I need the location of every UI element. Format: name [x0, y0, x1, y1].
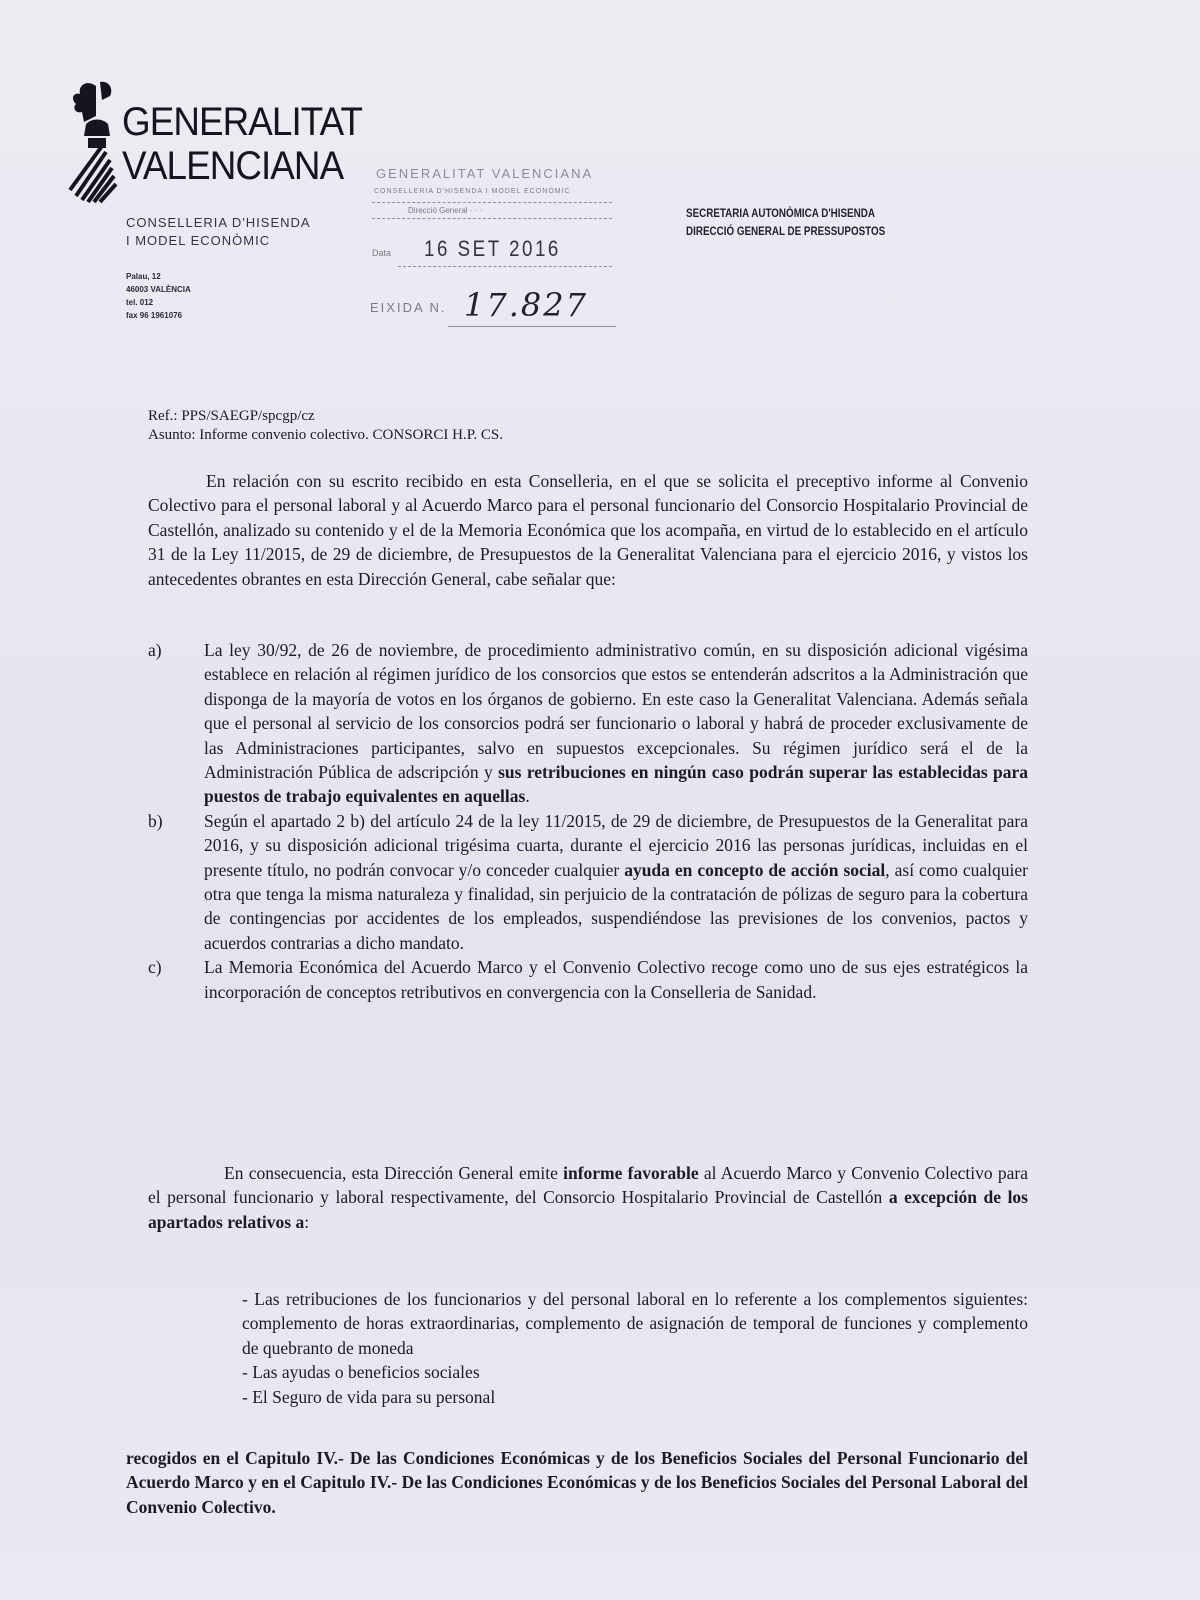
item-marker: a) — [148, 640, 162, 660]
list-item: - Las retribuciones de los funcionarios y del personal laboral en lo referente a los complementos siguientes: complemento de horas extraordinarias, complemento de asignación de temporal de funciones y complemento de quebranto de moneda — [242, 1289, 1028, 1358]
stamp-department: Direcció General · · · — [408, 206, 483, 215]
numbered-items — [148, 638, 1028, 1004]
stamp-exit-label: EIXIDA N. — [370, 300, 447, 315]
conclusion-text: : — [304, 1211, 310, 1232]
intro-paragraph: En relación con su escrito recibido en esta Conselleria, en el que se solicita el preceptivo informe al Convenio Colectivo para el personal laboral y al Acuerdo Marco para el personal funcionario del Consorcio Hospitalario Provincial de Castellón, analizado su contenido y el de la Memoria Económica que los acompaña, en virtud de lo establecido en el artículo 31 de la Ley 11/2015, de 29 de diciembre, de Presupuestos de la Generalitat Valenciana para el ejercicio 2016, y vistos los antecedentes obrantes en esta Dirección General, cabe señalar que: — [148, 471, 1028, 589]
list-item — [148, 809, 1028, 955]
list-item: - El Seguro de vida para su personal — [242, 1386, 496, 1407]
org-name-line1: GENERALITAT — [122, 100, 363, 144]
stamp-date-label: Data — [372, 248, 392, 258]
list-item: - Las ayudas o beneficios sociales — [242, 1362, 480, 1383]
address-line2: 46003 VALÈNCIA — [126, 285, 191, 294]
list-item — [148, 955, 1028, 1004]
address-line1: Palau, 12 — [126, 272, 161, 281]
final-bold-text: recogidos en el Capitulo IV.- De las Condiciones Económicas y de los Beneficios Sociales del Personal Funcionario del Acuerdo Marco y en el Capitulo IV.- De las Condiciones Económicas y de los Beneficios Sociales del Personal Laboral del Convenio Colectivo. — [126, 1448, 1028, 1517]
conselleria-name — [126, 214, 311, 250]
conselleria-line1: CONSELLERIA D'HISENDA — [126, 215, 311, 230]
item-text: La Memoria Económica del Acuerdo Marco y el Convenio Colectivo recoge como uno de sus ejes estratégicos la incorporación de conceptos retributivos en convergencia con la Conselleria de Sanidad. — [204, 957, 1028, 1002]
reference-block — [148, 407, 503, 445]
item-marker: b) — [148, 810, 163, 831]
conselleria-line2: I MODEL ECONÒMIC — [126, 233, 271, 248]
exceptions-list — [242, 1287, 1028, 1409]
conclusion-paragraph — [148, 1161, 1028, 1234]
stamp-date: 16 SET 2016 — [424, 236, 561, 261]
org-name-line2: VALENCIANA — [122, 144, 344, 188]
registry-stamp — [368, 162, 618, 338]
subject-line: Asunto: Informe convenio colectivo. CONSORCI H.P. CS. — [148, 427, 503, 443]
item-tail-text: , así como cualquier otra que tenga la misma naturaleza y finalidad, sin perjuicio de la contratación de pólizas de seguro para la cobertura de contingencias por accidentes de los empleados, suspendiéndose las previsiones de los convenios, pactos y acuerdos contrarias a dicho mandato. — [204, 859, 1028, 953]
organization-name — [122, 100, 362, 188]
address-block — [126, 270, 191, 322]
stamp-subtitle: CONSELLERIA D'HISENDA I MODEL ECONÒMIC — [374, 188, 571, 195]
stamp-exit-number: 17.827 — [464, 286, 588, 324]
stamp-rule — [448, 326, 616, 327]
item-text: Según el apartado 2 b) del artículo 24 de la ley 11/2015, de 29 de diciembre, de Presupuestos de la Generalitat para 2016, y su disposición adicional trigésima cuarta, durante el ejercicio 2016 las personas jurídicas, incluidas en el presente título, no podrán convocar y/o conceder cualquier — [204, 810, 1028, 880]
reference-code: Ref.: PPS/SAEGP/spcgp/cz — [148, 408, 315, 424]
item-text: La ley 30/92, de 26 de noviembre, de procedimiento administrativo común, en su disposición adicional vigésima establece en relación al régimen jurídico de los consorcios que estos se entenderán adscritos a la Administración que disponga de la mayoría de votos en los órganos de gobierno. En este caso la Generalitat Valenciana. Además señala que el personal al servicio de los consorcios podrá ser funcionario o laboral y habrá de proceder exclusivamente de las Administraciones participantes, salvo en supuestos excepcionales. Su régimen jurídico será el de la Administración Pública de adscripción y — [204, 640, 1028, 783]
secretaria-line1: SECRETARIA AUTONÒMICA D'HISENDA — [686, 206, 875, 220]
stamp-rule — [398, 266, 612, 267]
stamp-rule — [372, 218, 612, 219]
address-line4: fax 96 1961076 — [126, 311, 183, 320]
conclusion-bold: informe favorable — [563, 1163, 699, 1183]
address-line3: tel. 012 — [126, 298, 154, 307]
conclusion-bold: a excepción de los apartados relativos a — [148, 1187, 1028, 1232]
stamp-rule — [372, 202, 612, 203]
list-item — [148, 638, 1028, 809]
item-marker: c) — [148, 957, 162, 978]
secretaria-line2: DIRECCIÓ GENERAL DE PRESSUPOSTOS — [686, 224, 886, 238]
secretaria-block — [686, 204, 885, 240]
stamp-title: GENERALITAT VALENCIANA — [376, 166, 594, 181]
final-paragraph — [126, 1446, 1028, 1519]
conclusion-text: al Acuerdo Marco y Convenio Colectivo para el personal funcionario y laboral respectivamente, del Consorcio Hospitalario Provincial de Castellón — [148, 1163, 1028, 1208]
item-tail-text: . — [525, 786, 530, 807]
item-bold-text: sus retribuciones en ningún caso podrán superar las establecidas para puestos de trabajo equivalentes en aquellas — [204, 762, 1028, 807]
item-bold-text: ayuda en concepto de acción social — [624, 859, 886, 880]
conclusion-text: En consecuencia, esta Dirección General emite — [224, 1163, 564, 1183]
